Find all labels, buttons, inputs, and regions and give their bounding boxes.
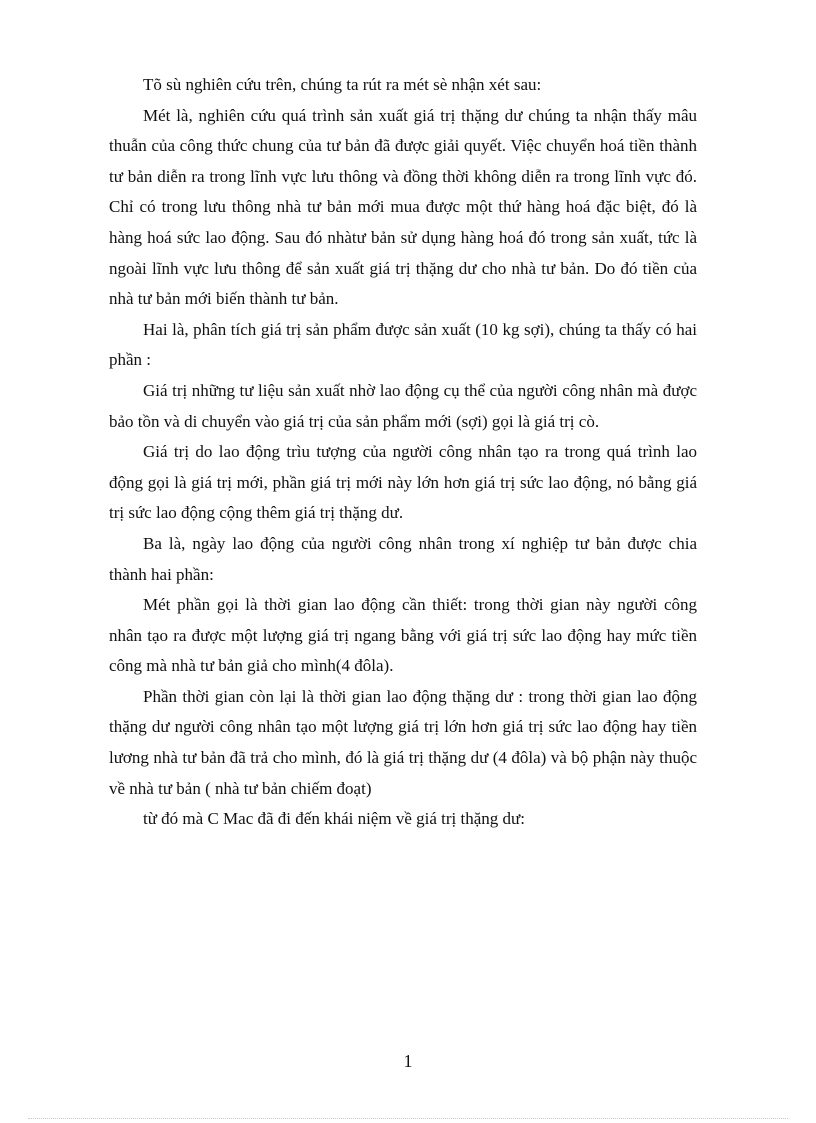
paragraph-intro: Tõ sù nghiên cứu trên, chúng ta rút ra mét sè nhận xét sau:: [143, 75, 542, 94]
paragraph-conclusion-lead: từ đó mà C Mac đã đi đến khái niệm về giá trị thặng dư:: [143, 809, 525, 829]
page-number: 1: [403, 1051, 413, 1071]
paragraph-new-value: Giá trị do lao động trìu tượng của người công nhân tạo ra trong quá trình lao động gọi là giá trị mới, phần giá trị mới này lớn hơn giá trị sức lao động, nó bằng giá trị sức lao động cộng thêm giá trị thặng dư.: [109, 442, 697, 523]
paragraph-surplus-labor-time: Phần thời gian còn lại là thời gian lao động thặng dư : trong thời gian lao động thặng dư người công nhân tạo một lượng giá trị lớn hơn giá trị sức lao động hay tiền lương nhà tư bản đã trả cho mình, đó là giá trị thặng dư (4 đôla) và bộ phận này thuộc về nhà tư bản ( nhà tư bản chiếm đoạt): [109, 686, 697, 798]
paragraph-preserved-value: Giá trị những tư liệu sản xuất nhờ lao động cụ thể của người công nhân mà được bảo tồn và di chuyển vào giá trị của sản phẩm mới (sợi) gọi là giá trị cò.: [109, 380, 697, 431]
page-body: [109, 70, 697, 835]
page-bottom-divider: [28, 1118, 788, 1119]
paragraph-first-point: Mét là, nghiên cứu quá trình sản xuất giá trị thặng dư chúng ta nhận thấy mâu thuẫn của công thức chung của tư bản đã được giải quyết. Việc chuyển hoá tiền thành tư bản diễn ra trong lĩnh vực lưu thông và đồng thời không diễn ra trong lĩnh vực đó. Chỉ có trong lưu thông nhà tư bản mới mua được một thứ hàng hoá đặc biệt, đó là hàng hoá sức lao động. Sau đó nhàtư bản sử dụng hàng hoá đó trong sản xuất, tức là ngoài lĩnh vực lưu thông để sản xuất giá trị thặng dư cho nhà tư bản. Do đó tiền của nhà tư bản mới biến thành tư bản.: [109, 105, 697, 309]
paragraph-necessary-labor-time: Mét phần gọi là thời gian lao động cần thiết: trong thời gian này người công nhân tạo ra được một lượng giá trị ngang bằng với giá trị sức lao động hay mức tiền công mà nhà tư bản giả cho mình(4 đôla).: [109, 595, 697, 676]
paragraph-third-point: Ba là, ngày lao động của người công nhân trong xí nghiệp tư bản được chia thành hai phần:: [109, 533, 697, 584]
paragraph-second-point: Hai là, phân tích giá trị sản phẩm được sản xuất (10 kg sợi), chúng ta thấy có hai phần :: [109, 319, 697, 370]
